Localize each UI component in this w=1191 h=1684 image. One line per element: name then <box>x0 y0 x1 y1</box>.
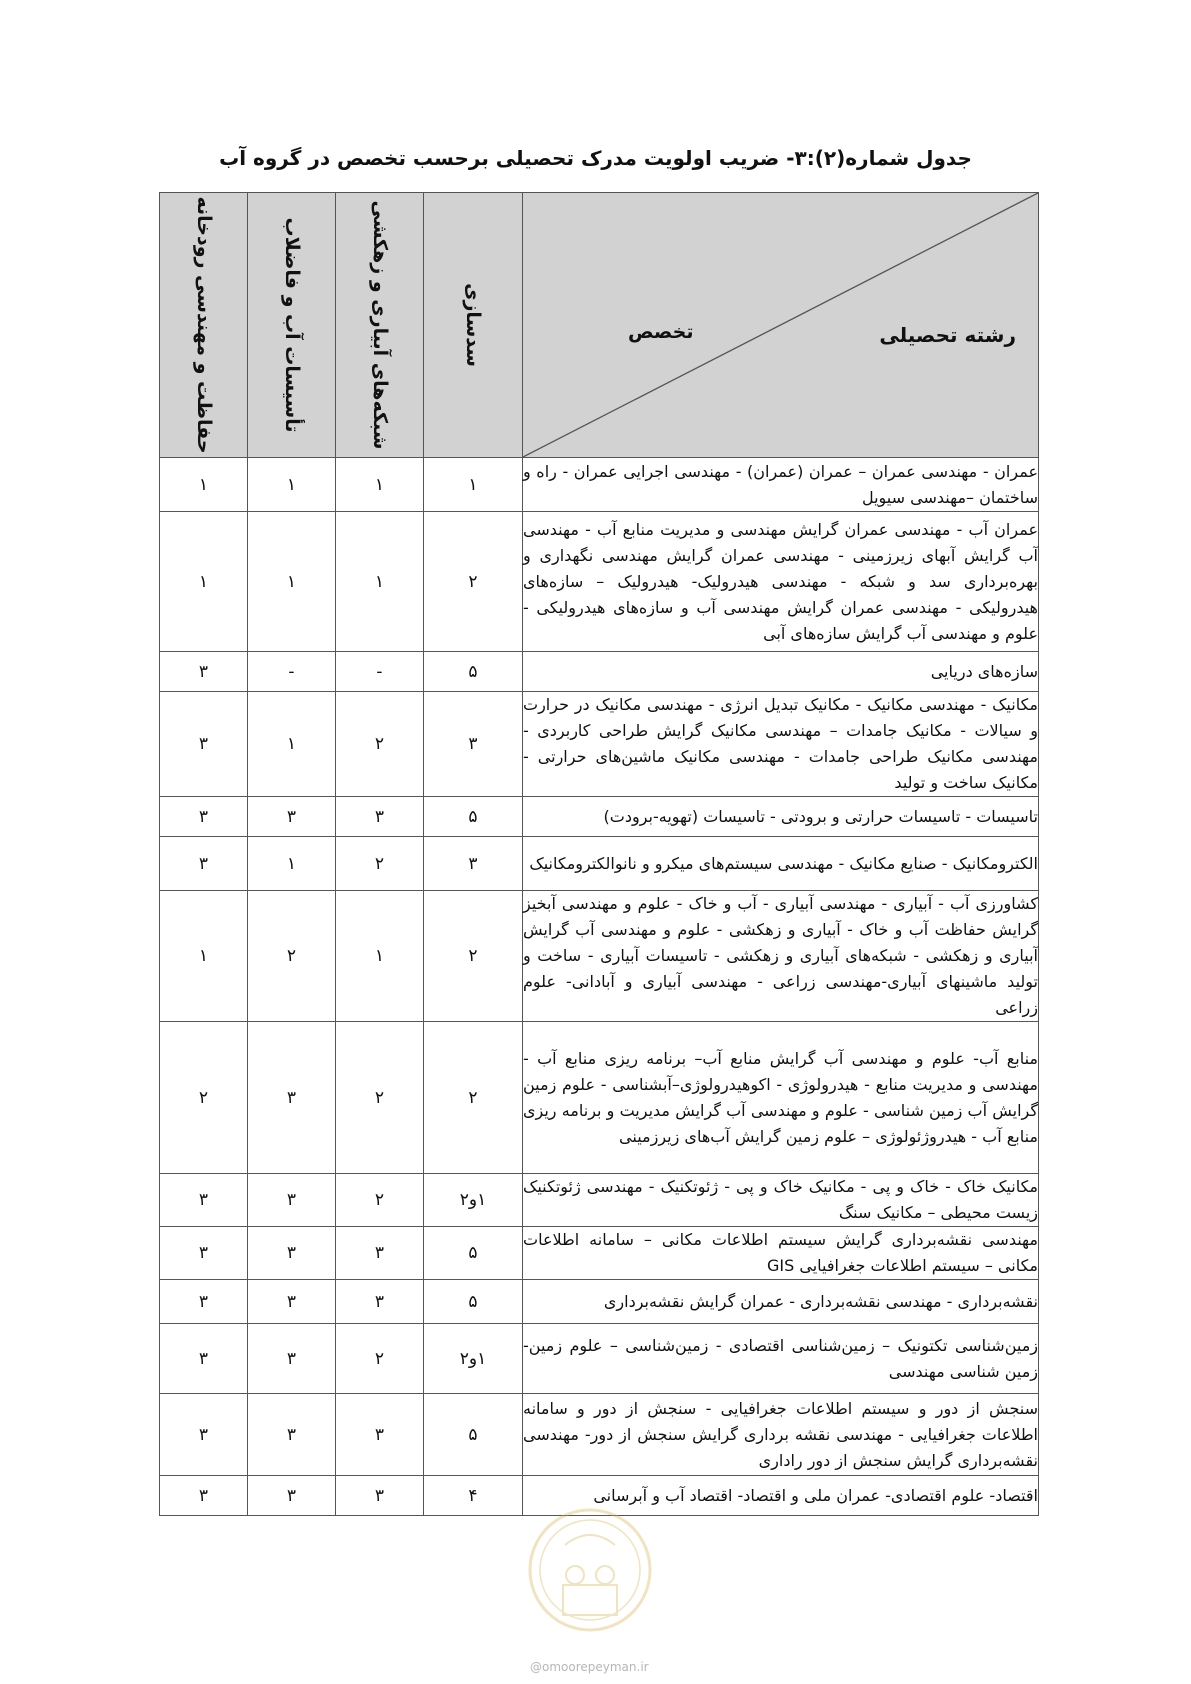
table-row <box>160 1280 1039 1324</box>
irrigation-value: ۳ <box>336 1280 424 1324</box>
table-title: جدول شماره(۲):۳- ضریب اولویت مدرک تحصیلی برحسب تخصص در گروه آب <box>219 146 972 170</box>
table-row <box>160 692 1039 797</box>
river-value: ۳ <box>160 837 248 891</box>
water-facilities-value: ۳ <box>248 1476 336 1516</box>
irrigation-value: ۳ <box>336 1394 424 1476</box>
irrigation-value: ۲ <box>336 1022 424 1174</box>
dam-value: ۳ <box>424 692 523 797</box>
dam-value: ۵ <box>424 1227 523 1280</box>
table-row <box>160 512 1039 652</box>
column-header-label: تأسیسات آب و فاضلاب <box>280 217 303 433</box>
major-cell: کشاورزی آب - آبیاری - مهندسی آبیاری - آب و خاک - علوم و مهندسی آبخیز گرایش حفاظت آب و خاک - آبیاری و زهکشی - علوم و مهندسی آب گرایش آبیاری و زهکشی - شبکه‌های آبیاری و زهکشی - تاسیسات آبیاری - ساخت و تولید ماشینهای آبیاری-مهندسی زراعی - مهندسی آبیاری و آبادانی- علوم زراعی <box>523 891 1039 1022</box>
column-header-label: شبکه‌های آبیاری و زهکشی <box>368 200 391 450</box>
major-cell: منابع آب- علوم و مهندسی آب گرایش منابع آب– برنامه ریزی منابع آب - مهندسی و مدیریت منابع - هیدرولوژی - اکوهیدرولوژی–آبشناسی - علوم زمین گرایش آب زمین شناسی - علوم و مهندسی آب گرایش مدیریت و برنامه ریزی منابع آب - هیدروژئولوژی – علوم زمین گرایش آب‌های زیرزمینی <box>523 1022 1039 1174</box>
major-cell: عمران - مهندسی عمران – عمران (عمران) - مهندسی اجرایی عمران - راه و ساختمان –مهندسی سیویل <box>523 458 1039 512</box>
major-cell: نقشه‌برداری - مهندسی نقشه‌برداری - عمران گرایش نقشه‌برداری <box>523 1280 1039 1324</box>
dam-value: ۵ <box>424 797 523 837</box>
table-row <box>160 652 1039 692</box>
irrigation-value: ۱ <box>336 512 424 652</box>
irrigation-value: ۳ <box>336 1227 424 1280</box>
table-row <box>160 458 1039 512</box>
major-cell: الکترومکانیک - صنایع مکانیک - مهندسی سیستم‌های میکرو و نانوالکترومکانیک <box>523 837 1039 891</box>
river-value: ۳ <box>160 1476 248 1516</box>
table-row <box>160 1324 1039 1394</box>
watermark-logo <box>525 1500 655 1655</box>
corner-major-label: رشته تحصیلی <box>879 323 1016 347</box>
irrigation-value: ۱ <box>336 891 424 1022</box>
river-value: ۱ <box>160 512 248 652</box>
water-facilities-value: ۳ <box>248 1022 336 1174</box>
dam-value: ۱و۲ <box>424 1324 523 1394</box>
river-value: ۳ <box>160 652 248 692</box>
header-row <box>160 193 1039 458</box>
water-facilities-value: ۱ <box>248 512 336 652</box>
major-cell: مکانیک - مهندسی مکانیک - مکانیک تبدیل انرژی - مهندسی مکانیک در حرارت و سیالات - مکانیک جامدات – مهندسی مکانیک گرایش طراحی کاربردی - مهندسی مکانیک طراحی جامدات - مهندسی مکانیک ماشین‌های حرارتی - مکانیک ساخت و تولید <box>523 692 1039 797</box>
water-facilities-value: ۳ <box>248 1394 336 1476</box>
dam-value: ۵ <box>424 652 523 692</box>
river-value: ۱ <box>160 458 248 512</box>
dam-value: ۲ <box>424 1022 523 1174</box>
dam-value: ۵ <box>424 1280 523 1324</box>
corner-header <box>523 193 1039 458</box>
table-row <box>160 797 1039 837</box>
irrigation-value: ۱ <box>336 458 424 512</box>
irrigation-value: ۲ <box>336 692 424 797</box>
irrigation-value: ۳ <box>336 797 424 837</box>
major-cell: تاسیسات - تاسیسات حرارتی و برودتی - تاسیسات (تهویه-برودت) <box>523 797 1039 837</box>
major-cell: مهندسی نقشه‌برداری گرایش سیستم اطلاعات مکانی – سامانه اطلاعات مکانی – سیستم اطلاعات جغرافیایی GIS <box>523 1227 1039 1280</box>
river-value: ۳ <box>160 1394 248 1476</box>
dam-value: ۳ <box>424 837 523 891</box>
dam-value: ۴ <box>424 1476 523 1516</box>
watermark-handle: @omoorepeyman.ir <box>530 1660 649 1674</box>
water-facilities-value: ۳ <box>248 1174 336 1227</box>
river-value: ۳ <box>160 1324 248 1394</box>
river-value: ۱ <box>160 891 248 1022</box>
table-row <box>160 891 1039 1022</box>
river-value: ۳ <box>160 1280 248 1324</box>
major-cell: سازه‌های دریایی <box>523 652 1039 692</box>
major-cell: مکانیک خاک - خاک و پی - مکانیک خاک و پی - ژئوتکنیک - مهندسی ژئوتکنیک زیست محیطی – مکانیک سنگ <box>523 1174 1039 1227</box>
irrigation-value: ۲ <box>336 1174 424 1227</box>
column-header-water-facilities <box>248 193 336 458</box>
irrigation-value: ۳ <box>336 1476 424 1516</box>
major-cell: زمین‌شناسی تکتونیک – زمین‌شناسی اقتصادی - زمین‌شناسی – علوم زمین- زمین شناسی مهندسی <box>523 1324 1039 1394</box>
corner-specialty-label: تخصص <box>628 321 694 343</box>
column-header-irrigation <box>336 193 424 458</box>
irrigation-value: - <box>336 652 424 692</box>
major-cell: سنجش از دور و سیستم اطلاعات جغرافیایی - سنجش از دور و سامانه اطلاعات جغرافیایی - مهندسی نقشه برداری گرایش سنجش از دور- مهندسی نقشه‌برداری گرایش سنجش از دور راداری <box>523 1394 1039 1476</box>
major-cell: عمران آب - مهندسی عمران گرایش مهندسی و مدیریت منابع آب - مهندسی آب گرایش آبهای زیرزمینی - مهندسی عمران گرایش مهندسی نگهداری و بهره‌برداری سد و شبکه - مهندسی هیدرولیک- هیدرولیک – سازه‌های هیدرولیکی - مهندسی عمران گرایش مهندسی آب و سازه‌های هیدرولیکی - علوم و مهندسی آب گرایش سازه‌های آبی <box>523 512 1039 652</box>
column-header-dam <box>424 193 523 458</box>
dam-value: ۱و۲ <box>424 1174 523 1227</box>
water-facilities-value: ۱ <box>248 692 336 797</box>
dam-value: ۵ <box>424 1394 523 1476</box>
priority-table <box>159 192 1039 1516</box>
dam-value: ۱ <box>424 458 523 512</box>
column-header-label: سدسازی <box>462 283 484 367</box>
table-row <box>160 1227 1039 1280</box>
water-facilities-value: ۳ <box>248 797 336 837</box>
irrigation-value: ۲ <box>336 837 424 891</box>
table-row <box>160 1022 1039 1174</box>
table-body <box>160 458 1039 1516</box>
table-row <box>160 1394 1039 1476</box>
water-facilities-value: ۱ <box>248 458 336 512</box>
column-header-river <box>160 193 248 458</box>
dam-value: ۲ <box>424 512 523 652</box>
water-facilities-value: ۳ <box>248 1280 336 1324</box>
column-header-label: حفاظت و مهندسی رودخانه <box>192 196 215 454</box>
table-row <box>160 1174 1039 1227</box>
water-facilities-value: ۳ <box>248 1227 336 1280</box>
river-value: ۳ <box>160 1227 248 1280</box>
water-facilities-value: - <box>248 652 336 692</box>
dam-value: ۲ <box>424 891 523 1022</box>
major-cell: اقتصاد- علوم اقتصادی- عمران ملی و اقتصاد- اقتصاد آب و آبرسانی <box>523 1476 1039 1516</box>
river-value: ۳ <box>160 692 248 797</box>
water-facilities-value: ۳ <box>248 1324 336 1394</box>
river-value: ۳ <box>160 1174 248 1227</box>
river-value: ۲ <box>160 1022 248 1174</box>
table-row <box>160 837 1039 891</box>
river-value: ۳ <box>160 797 248 837</box>
water-facilities-value: ۱ <box>248 837 336 891</box>
water-facilities-value: ۲ <box>248 891 336 1022</box>
irrigation-value: ۲ <box>336 1324 424 1394</box>
